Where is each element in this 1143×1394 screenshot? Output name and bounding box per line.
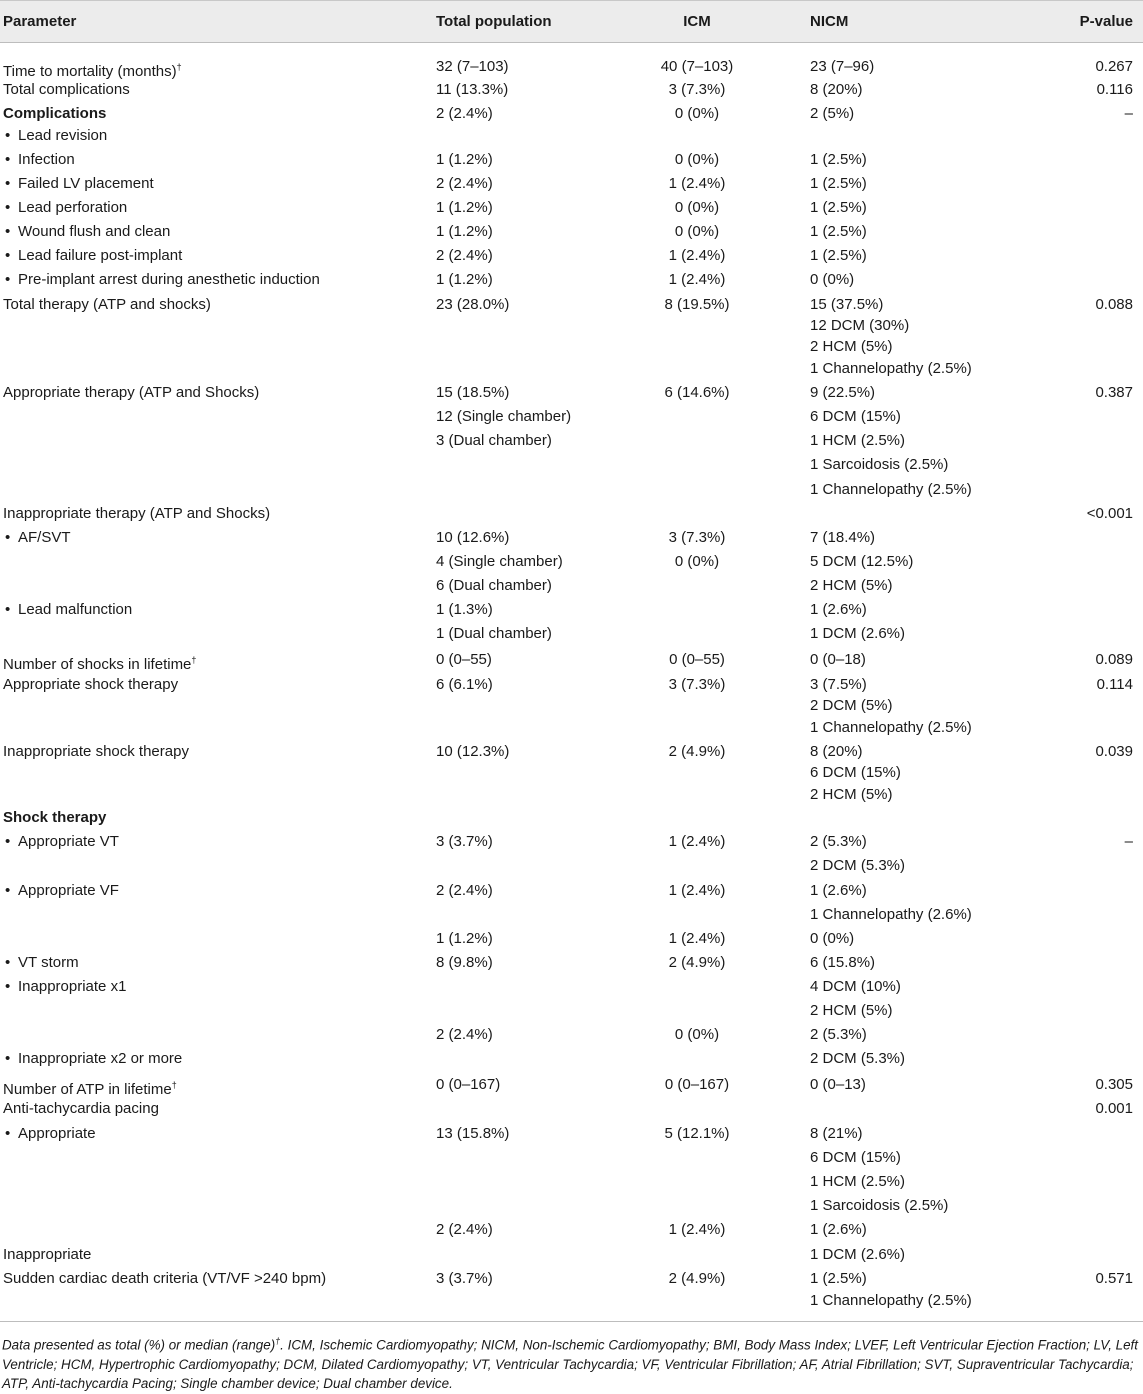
cell-nicm: 0 (0%) — [810, 271, 855, 288]
header-parameter: Parameter — [3, 13, 77, 30]
cell-icm: 3 (7.3%) — [668, 81, 726, 98]
cell-nicm-detail: 1 Channelopathy (2.5%) — [810, 481, 972, 498]
cell-nicm-detail: 2 HCM (5%) — [810, 786, 893, 803]
bullet-item: • Wound flush and clean — [3, 223, 170, 241]
cell-nicm: 6 (15.8%) — [810, 954, 876, 971]
cell-nicm-detail: 2 HCM (5%) — [810, 577, 893, 594]
cell-nicm-detail: 6 DCM (15%) — [810, 1149, 901, 1166]
header-icm: ICM — [683, 13, 711, 30]
cell-total: 1 (1.2%) — [436, 199, 493, 216]
cell-nicm: 9 (22.5%) — [810, 384, 876, 401]
table-bottom-rule — [0, 1321, 1143, 1322]
row-parameter: Number of ATP in lifetime† — [3, 1080, 177, 1098]
cell-p-value: 0.001 — [1095, 1100, 1133, 1117]
cell-p-value: – — [1124, 105, 1133, 122]
cell-nicm: 1 (2.5%) — [810, 199, 867, 216]
cell-nicm: 15 (37.5%) — [810, 296, 884, 313]
cell-total: 8 (9.8%) — [436, 954, 493, 971]
cell-total: 10 (12.3%) — [436, 743, 510, 760]
cell-nicm-detail: 1 Channelopathy (2.5%) — [810, 719, 972, 736]
cell-nicm: 2 DCM (5.3%) — [810, 1050, 906, 1067]
cell-total: 6 (6.1%) — [436, 676, 493, 693]
cell-total: 10 (12.6%) — [436, 529, 510, 546]
cell-icm: 2 (4.9%) — [668, 954, 726, 971]
row-parameter: Time to mortality (months)† — [3, 62, 182, 80]
bullet-item: • Lead failure post-implant — [3, 247, 182, 265]
table-footnote: Data presented as total (%) or median (range)†. ICM, Ischemic Cardiomyopathy; NICM, Non-Ischemic Cardiomyopathy; BMI, Body Mass Index; LVEF, Left Ventricular Ejection Fraction; LV, Left Ventricle; HCM, Hypertrophic Cardiomyopathy; DCM, Dilated Cardiomyopathy; VT, Ventricular Tachycardia; VF, Ventricular Fibrillation; AF, Atrial Fibrillation; SVT, Supraventricular Tachycardia; ATP, Anti-tachycardia Pacing; Single chamber device; Dual chamber device. — [2, 1336, 1138, 1392]
cell-icm: 3 (7.3%) — [668, 676, 726, 693]
cell-total: 2 (2.4%) — [436, 175, 493, 192]
cell-icm-detail: 0 (0%) — [674, 553, 720, 570]
cell-nicm: 2 (5%) — [810, 105, 855, 122]
dagger-mark: † — [191, 655, 197, 665]
dagger-mark: † — [275, 1336, 281, 1346]
cell-total: 1 (1.2%) — [436, 151, 493, 168]
cell-nicm: 1 (2.6%) — [810, 882, 867, 899]
bullet-item: • Lead perforation — [3, 199, 127, 217]
dagger-mark: † — [176, 62, 182, 72]
cell-icm: 0 (0–167) — [664, 1076, 730, 1093]
cell-total: 11 (13.3%) — [436, 81, 509, 98]
cell-nicm: 1 (2.6%) — [810, 601, 867, 618]
bullet-item: • Inappropriate x2 or more — [3, 1050, 182, 1068]
cell-total: 2 (2.4%) — [436, 247, 493, 264]
cell-nicm-detail: 12 DCM (30%) — [810, 317, 910, 334]
cell-icm: 2 (4.9%) — [668, 743, 726, 760]
bullet-item: • Failed LV placement — [3, 175, 154, 193]
cell-total-detail: 3 (Dual chamber) — [436, 432, 552, 449]
cell-nicm-detail: 6 DCM (15%) — [810, 764, 901, 781]
bullet-item: • Lead malfunction — [3, 601, 132, 619]
cell-nicm: 3 (7.5%) — [810, 676, 867, 693]
cell-icm: 1 (2.4%) — [668, 271, 726, 288]
cell-nicm: 1 (2.5%) — [810, 175, 867, 192]
cell-p-value: 0.089 — [1095, 651, 1133, 668]
header-p-value: P-value — [1079, 13, 1133, 30]
cell-total: 0 (0–55) — [436, 651, 492, 668]
cell-total-detail: 12 (Single chamber) — [436, 408, 572, 425]
cell-total: 2 (2.4%) — [436, 105, 493, 122]
cell-icm: 0 (0%) — [674, 105, 720, 122]
bullet-item: • Pre-implant arrest during anesthetic induction — [3, 271, 320, 289]
row-parameter: Appropriate therapy (ATP and Shocks) — [3, 384, 260, 401]
bullet-item: • Appropriate VT — [3, 833, 119, 851]
cell-total: 1 (1.2%) — [436, 223, 493, 240]
cell-icm: 2 (4.9%) — [668, 1270, 726, 1287]
cell-total: 3 (3.7%) — [436, 833, 493, 850]
cell-nicm: 2 (5.3%) — [810, 833, 867, 850]
cell-total-detail: 6 (Dual chamber) — [436, 577, 552, 594]
bullet-item: • AF/SVT — [3, 529, 71, 547]
bullet-item: • Lead revision — [3, 127, 107, 145]
cell-icm: 3 (7.3%) — [668, 529, 726, 546]
cell-icm: 1 (2.4%) — [668, 247, 726, 264]
cell-total: 1 (1.3%) — [436, 601, 493, 618]
cell-nicm: 7 (18.4%) — [810, 529, 876, 546]
bullet-item: • Appropriate — [3, 1125, 96, 1143]
cell-p-value: 0.088 — [1095, 296, 1133, 313]
cell-icm: 0 (0%) — [674, 151, 720, 168]
dagger-mark: † — [171, 1080, 177, 1090]
section-heading: Complications — [3, 105, 107, 122]
cell-p-value: 0.039 — [1095, 743, 1133, 760]
cell-total: 0 (0–167) — [436, 1076, 501, 1093]
cell-nicm: 1 DCM (2.6%) — [810, 1246, 906, 1263]
row-parameter: Inappropriate — [3, 1246, 92, 1263]
bullet-item: • Infection — [3, 151, 75, 169]
cell-nicm-detail: 0 (0%) — [810, 930, 855, 947]
cell-total: 1 (1.2%) — [436, 271, 493, 288]
section-heading: Shock therapy — [3, 809, 107, 826]
cell-p-value: 0.571 — [1095, 1270, 1133, 1287]
cell-icm: 1 (2.4%) — [668, 833, 726, 850]
cell-nicm-detail: 1 HCM (2.5%) — [810, 1173, 906, 1190]
cell-p-value: 0.267 — [1095, 58, 1133, 75]
table-header-row — [0, 0, 1143, 43]
cell-nicm-detail: 1 Sarcoidosis (2.5%) — [810, 1197, 949, 1214]
cell-nicm: 8 (20%) — [810, 743, 863, 760]
cell-icm-detail: 0 (0%) — [674, 1026, 720, 1043]
cell-nicm-detail: 1 Channelopathy (2.5%) — [810, 1292, 972, 1309]
row-parameter: Anti-tachycardia pacing — [3, 1100, 159, 1117]
cell-nicm: 0 (0–18) — [810, 651, 866, 668]
cell-total: 15 (18.5%) — [436, 384, 510, 401]
cell-nicm: 1 (2.5%) — [810, 1270, 867, 1287]
cell-nicm-detail: 1 DCM (2.6%) — [810, 625, 906, 642]
cell-total-detail: 1 (Dual chamber) — [436, 625, 552, 642]
cell-icm-detail: 1 (2.4%) — [668, 930, 726, 947]
cell-nicm-detail: 2 HCM (5%) — [810, 1002, 893, 1019]
cell-total: 3 (3.7%) — [436, 1270, 493, 1287]
bullet-item: • Inappropriate x1 — [3, 978, 126, 996]
cell-total: 13 (15.8%) — [436, 1125, 510, 1142]
cell-total: 2 (2.4%) — [436, 882, 493, 899]
cell-p-value: 0.114 — [1096, 676, 1133, 693]
row-parameter: Number of shocks in lifetime† — [3, 655, 197, 673]
cell-total-detail: 2 (2.4%) — [436, 1221, 493, 1238]
cell-nicm-detail: 2 HCM (5%) — [810, 338, 893, 355]
cell-total-detail: 4 (Single chamber) — [436, 553, 563, 570]
cell-nicm: 4 DCM (10%) — [810, 978, 901, 995]
cell-nicm: 8 (21%) — [810, 1125, 863, 1142]
cell-nicm-detail: 1 Sarcoidosis (2.5%) — [810, 456, 949, 473]
cell-icm: 1 (2.4%) — [668, 175, 726, 192]
cell-nicm-detail: 6 DCM (15%) — [810, 408, 901, 425]
cell-total-detail: 2 (2.4%) — [436, 1026, 493, 1043]
cell-nicm-detail: 2 DCM (5%) — [810, 697, 893, 714]
cell-p-value: 0.305 — [1095, 1076, 1133, 1093]
row-parameter: Total complications — [3, 81, 130, 98]
cell-icm: 5 (12.1%) — [664, 1125, 730, 1142]
cell-icm: 1 (2.4%) — [668, 882, 726, 899]
row-parameter: Sudden cardiac death criteria (VT/VF >240 bpm) — [3, 1270, 327, 1287]
cell-nicm: 1 (2.5%) — [810, 247, 867, 264]
cell-nicm: 8 (20%) — [810, 81, 863, 98]
cell-nicm-detail: 5 DCM (12.5%) — [810, 553, 914, 570]
cell-nicm: 1 (2.5%) — [810, 223, 867, 240]
cell-p-value: 0.387 — [1095, 384, 1133, 401]
row-parameter: Inappropriate therapy (ATP and Shocks) — [3, 505, 271, 522]
cell-nicm-detail: 2 (5.3%) — [810, 1026, 867, 1043]
cell-p-value: <0.001 — [1086, 505, 1133, 522]
cell-total: 32 (7–103) — [436, 58, 509, 75]
cell-nicm-detail: 2 DCM (5.3%) — [810, 857, 906, 874]
cell-nicm-detail: 1 HCM (2.5%) — [810, 432, 906, 449]
cell-nicm: 0 (0–13) — [810, 1076, 866, 1093]
bullet-item: • Appropriate VF — [3, 882, 119, 900]
cell-icm: 8 (19.5%) — [664, 296, 730, 313]
cell-icm: 40 (7–103) — [660, 58, 734, 75]
row-parameter: Appropriate shock therapy — [3, 676, 179, 693]
cell-nicm: 23 (7–96) — [810, 58, 875, 75]
row-parameter: Inappropriate shock therapy — [3, 743, 189, 760]
cell-total-detail: 1 (1.2%) — [436, 930, 493, 947]
cell-total: 23 (28.0%) — [436, 296, 510, 313]
cell-p-value: – — [1124, 833, 1133, 850]
cell-icm: 0 (0–55) — [669, 651, 725, 668]
cell-p-value: 0.116 — [1096, 81, 1133, 98]
cell-nicm-detail: 1 (2.6%) — [810, 1221, 867, 1238]
cell-icm: 0 (0%) — [674, 223, 720, 240]
cell-nicm-detail: 1 Channelopathy (2.5%) — [810, 360, 972, 377]
cell-icm-detail: 1 (2.4%) — [668, 1221, 726, 1238]
row-parameter: Total therapy (ATP and shocks) — [3, 296, 211, 313]
cell-icm: 0 (0%) — [674, 199, 720, 216]
header-nicm: NICM — [810, 13, 849, 30]
cell-icm: 6 (14.6%) — [664, 384, 730, 401]
cell-nicm-detail: 1 Channelopathy (2.6%) — [810, 906, 972, 923]
header-total-population: Total population — [436, 13, 552, 30]
bullet-item: • VT storm — [3, 954, 79, 972]
cell-nicm: 1 (2.5%) — [810, 151, 867, 168]
